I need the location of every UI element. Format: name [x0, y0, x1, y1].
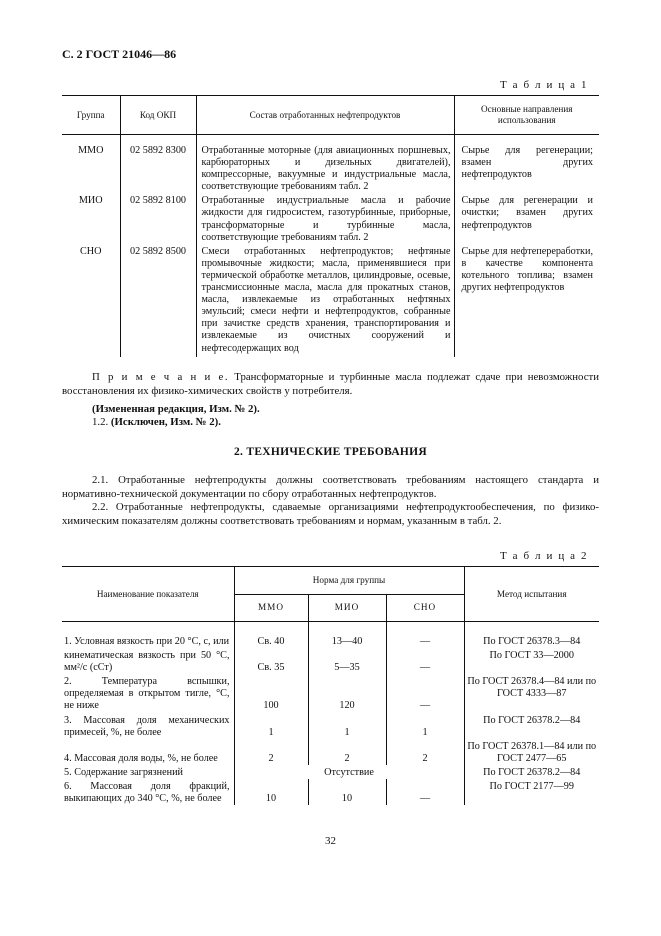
t2-sno: 1: [386, 713, 464, 739]
table-row: [62, 765, 599, 779]
t2-header-mmo: ММО: [234, 594, 308, 622]
t1-header-composition: Состав отработанных нефтепродуктов: [196, 96, 454, 135]
t2-header-name: Наименование показателя: [62, 567, 234, 622]
t1-composition: Отработанные моторные (для авиационных поршневых, карбюраторных и дизельных двигателей), компрессорные, вакуумные и индустриальные масла, соответствующие требованиям табл. 2: [196, 135, 454, 196]
t2-header-norm: Норма для группы: [234, 567, 464, 595]
paragraph-2-2: 2.2. Отработанные нефтепродукты, сдаваемые организациями нефтепродуктообеспечения, по физико-химическим показателям должны соответствовать требованиям и нормам, указанным в табл. 2.: [62, 501, 599, 527]
table2-caption: Т а б л и ц а 2: [500, 550, 589, 562]
paragraph-2-1: 2.1. Отработанные нефтепродукты должны соответствовать требованиям настоящего стандарта и нормативно-технической документации по сбору отработанных нефтепродуктов.: [62, 474, 599, 500]
section-2-title: 2. ТЕХНИЧЕСКИЕ ТРЕБОВАНИЯ: [233, 446, 428, 458]
t1-header-code: Код ОКП: [120, 96, 196, 135]
t1-usage: Сырье для регенерации; взамен других нефтепродуктов: [454, 135, 599, 196]
t2-mio: 2: [308, 739, 386, 765]
t2-sno: 2: [386, 739, 464, 765]
t1-usage: Сырье для регенерации и очистки; взамен других нефтепродуктов: [454, 195, 599, 245]
t1-composition: Отработанные индустриальные масла и рабочие жидкости для гидросистем, газотурбинные, приборные, трансформаторные и турбинные масла, соответствующие требованиям табл. 2: [196, 195, 454, 245]
t2-sno: —: [386, 648, 464, 674]
t2-indicator: 6. Массовая доля фракций, выкипающих до 340 °C, %, не более: [64, 781, 230, 805]
t1-usage: Сырье для нефтепереработки, в качестве компонента котельного топлива; взамен других нефтепродуктов: [454, 246, 599, 357]
t2-indicator: 1. Условная вязкость при 20 °C, с, или: [64, 636, 230, 647]
t2-indicator: 4. Массовая доля воды, %, не более: [64, 752, 218, 764]
table-row: [62, 713, 599, 739]
t1-code: 02 5892 8300: [120, 135, 196, 196]
t1-group: СНО: [79, 245, 102, 257]
t2-method: По ГОСТ 26378.3—84: [464, 622, 599, 649]
table-row: [62, 648, 599, 674]
t2-method: По ГОСТ 26378.2—84: [464, 713, 599, 739]
t2-indicator: 5. Содержание загрязнений: [64, 766, 183, 778]
t1-group: ММО: [78, 145, 104, 156]
t2-method: По ГОСТ 33—2000: [464, 648, 599, 674]
t2-method: По ГОСТ 26378.4—84 или по ГОСТ 4333—87: [464, 674, 599, 712]
t2-mmo: Св. 40: [234, 622, 308, 649]
page-number: 32: [325, 835, 336, 847]
t2-mmo: 10: [234, 779, 308, 805]
t2-mio: 13—40: [308, 622, 386, 649]
t1-group: МИО: [78, 195, 103, 207]
table-row: [62, 674, 599, 712]
t2-mmo: Св. 35: [234, 648, 308, 674]
t1-header-group: Группа: [62, 96, 120, 135]
t1-code: 02 5892 8100: [120, 195, 196, 245]
table1-note: [62, 371, 599, 398]
t2-indicator: 2. Температура вспышки, определяемая в открытом тигле, °C, не ниже: [64, 676, 230, 712]
t1-composition: Смеси отработанных нефтепродуктов; нефтяные промывочные жидкости; масла, применявшиеся при термической обработке металлов, цилиндровые, осевые, трансмиссионные масла, масла для прокатных станов, масла, извлекаемые из отработанных нефтяных эмульсий; смеси нефти и нефтепродуктов, собранные при зачистке средств хранения, транспортирования и извлекаемые из очистных сооружений и нефтесодержащих вод: [196, 246, 454, 357]
t2-mio: 5—35: [308, 648, 386, 674]
table-row: [62, 622, 599, 649]
page-header: С. 2 ГОСТ 21046—86: [62, 47, 177, 61]
table-row: [62, 135, 599, 196]
t2-header-mio: МИО: [308, 594, 386, 622]
t2-mmo: 2: [234, 739, 308, 765]
t1-header-usage: Основные направления использования: [454, 96, 599, 135]
table1-caption: Т а б л и ц а 1: [500, 79, 589, 91]
item-1-2-text: (Исключен, Изм. № 2).: [110, 416, 221, 428]
t2-mio: 1: [308, 713, 386, 739]
t2-indicator: кинематическая вязкость при 50 °C, мм²/с (сСт): [64, 650, 230, 674]
t2-method: По ГОСТ 26378.1—84 или по ГОСТ 2477—65: [464, 739, 599, 765]
t2-indicator: 3. Массовая доля механических примесей, %, не более: [64, 714, 230, 738]
note-text: Трансформаторные и турбинные масла подлежат сдаче при невозможности восстановления их физико-химических свойств у потребителя.: [62, 371, 599, 397]
table-row: [62, 195, 599, 245]
item-1-2: [92, 416, 221, 430]
table-row: [62, 739, 599, 765]
t2-mio: 120: [308, 674, 386, 712]
t2-sno: —: [386, 674, 464, 712]
t2-header-method: Метод испытания: [464, 567, 599, 622]
t2-mmo: 1: [234, 713, 308, 739]
item-1-2-number: 1.2.: [92, 416, 109, 428]
table-1: [62, 95, 599, 357]
t2-method: По ГОСТ 2177—99: [464, 779, 599, 805]
t2-sno: —: [386, 622, 464, 649]
t2-mmo: 100: [234, 674, 308, 712]
t2-method: По ГОСТ 26378.2—84: [464, 765, 599, 779]
revision-note: (Измененная редакция, Изм. № 2).: [92, 403, 260, 415]
t2-merged-value: Отсутствие: [234, 765, 464, 779]
t2-header-sno: СНО: [386, 594, 464, 622]
table-row: [62, 779, 599, 805]
t1-code: 02 5892 8500: [120, 246, 196, 357]
t2-mio: 10: [308, 779, 386, 805]
table-row: [62, 246, 599, 357]
note-label: П р и м е ч а н и е.: [92, 371, 230, 383]
table-2: [62, 566, 599, 805]
t2-sno: —: [386, 779, 464, 805]
